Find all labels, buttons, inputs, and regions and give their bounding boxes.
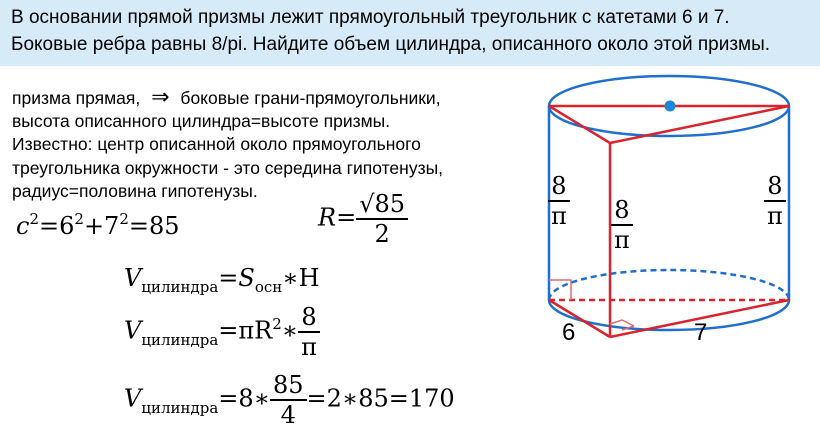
- left-edge-numerator: 8: [551, 172, 567, 200]
- implies-icon: ⇒: [151, 84, 170, 109]
- V-subscript: цилиндра: [141, 398, 219, 417]
- sqrt-85: √85: [359, 190, 406, 218]
- leg-6-label: 6: [562, 319, 576, 346]
- height-numerator: 8: [301, 303, 317, 331]
- middle-edge-denominator: π: [611, 224, 633, 254]
- exp-7: 2: [119, 210, 129, 228]
- plus-seven: +7: [83, 212, 120, 240]
- eq-sign: =: [218, 264, 239, 292]
- S-subscript: осн: [254, 278, 283, 296]
- fraction-4: 4: [270, 399, 307, 429]
- fraction-85: 85: [273, 371, 304, 399]
- solution-line-4: треугольника окружности - это середина гипотенузы,: [12, 158, 444, 178]
- V-symbol: V: [124, 264, 142, 292]
- exp-R: 2: [272, 314, 282, 333]
- middle-edge-label: [611, 196, 633, 254]
- V-subscript: цилиндра: [141, 330, 219, 349]
- solution-line-1a: призма прямая,: [12, 88, 141, 108]
- final-result: =2∗85=170: [306, 384, 455, 413]
- right-edge-numerator: 8: [767, 172, 783, 200]
- eq-six: =6: [39, 212, 75, 240]
- times-H: ∗H: [282, 264, 320, 292]
- cylinder-bottom-back-arc: [549, 270, 789, 300]
- solution-line-3: Известно: центр описанной около прямоугольного: [12, 134, 421, 154]
- eq-85: =85: [128, 212, 180, 240]
- right-edge-fraction: [764, 172, 786, 230]
- left-edge-fraction: [548, 172, 570, 230]
- S-symbol: S: [238, 264, 255, 292]
- radius-denominator: 2: [356, 218, 408, 248]
- times-sign: ∗: [281, 316, 299, 345]
- c-symbol: c: [16, 212, 30, 240]
- exp-6: 2: [74, 210, 84, 228]
- height-denominator: π: [298, 331, 320, 361]
- right-edge-label: [764, 172, 786, 230]
- solution-line-2: высота описанного цилиндра=высоте призмы.: [12, 111, 391, 131]
- eq-eight-times: =8∗: [218, 384, 270, 413]
- prism-top-leg-6: [549, 106, 610, 143]
- middle-edge-numerator: 8: [614, 196, 630, 224]
- right-angle-mark-bottom-2: [610, 320, 634, 326]
- middle-edge-fraction: [611, 196, 633, 254]
- exp-c: 2: [29, 210, 39, 228]
- prism-bottom-leg-6: [549, 300, 610, 337]
- problem-line-2: Боковые ребра равны 8/pi. Найдите объем цилиндра, описанного около этой призмы.: [11, 34, 771, 55]
- problem-line-1: В основании прямой призмы лежит прямоугольный треугольник с катетами 6 и 7.: [11, 7, 730, 28]
- V-subscript: цилиндра: [141, 278, 219, 296]
- solution-line-1b: боковые грани-прямоугольники,: [180, 88, 441, 108]
- left-edge-label: [548, 172, 570, 230]
- R-eq: =: [336, 203, 357, 232]
- R-symbol: R: [318, 203, 337, 232]
- right-edge-denominator: π: [764, 200, 786, 230]
- leg-7-label: 7: [694, 319, 708, 346]
- V-symbol: V: [124, 316, 142, 345]
- solution-line-5: радиус=половина гипотенузы.: [12, 181, 258, 201]
- circumcenter-dot: [665, 101, 676, 112]
- pi-R: =πR: [218, 316, 273, 345]
- right-angle-mark-left: [549, 280, 571, 300]
- left-edge-denominator: π: [548, 200, 570, 230]
- V-symbol: V: [124, 384, 142, 413]
